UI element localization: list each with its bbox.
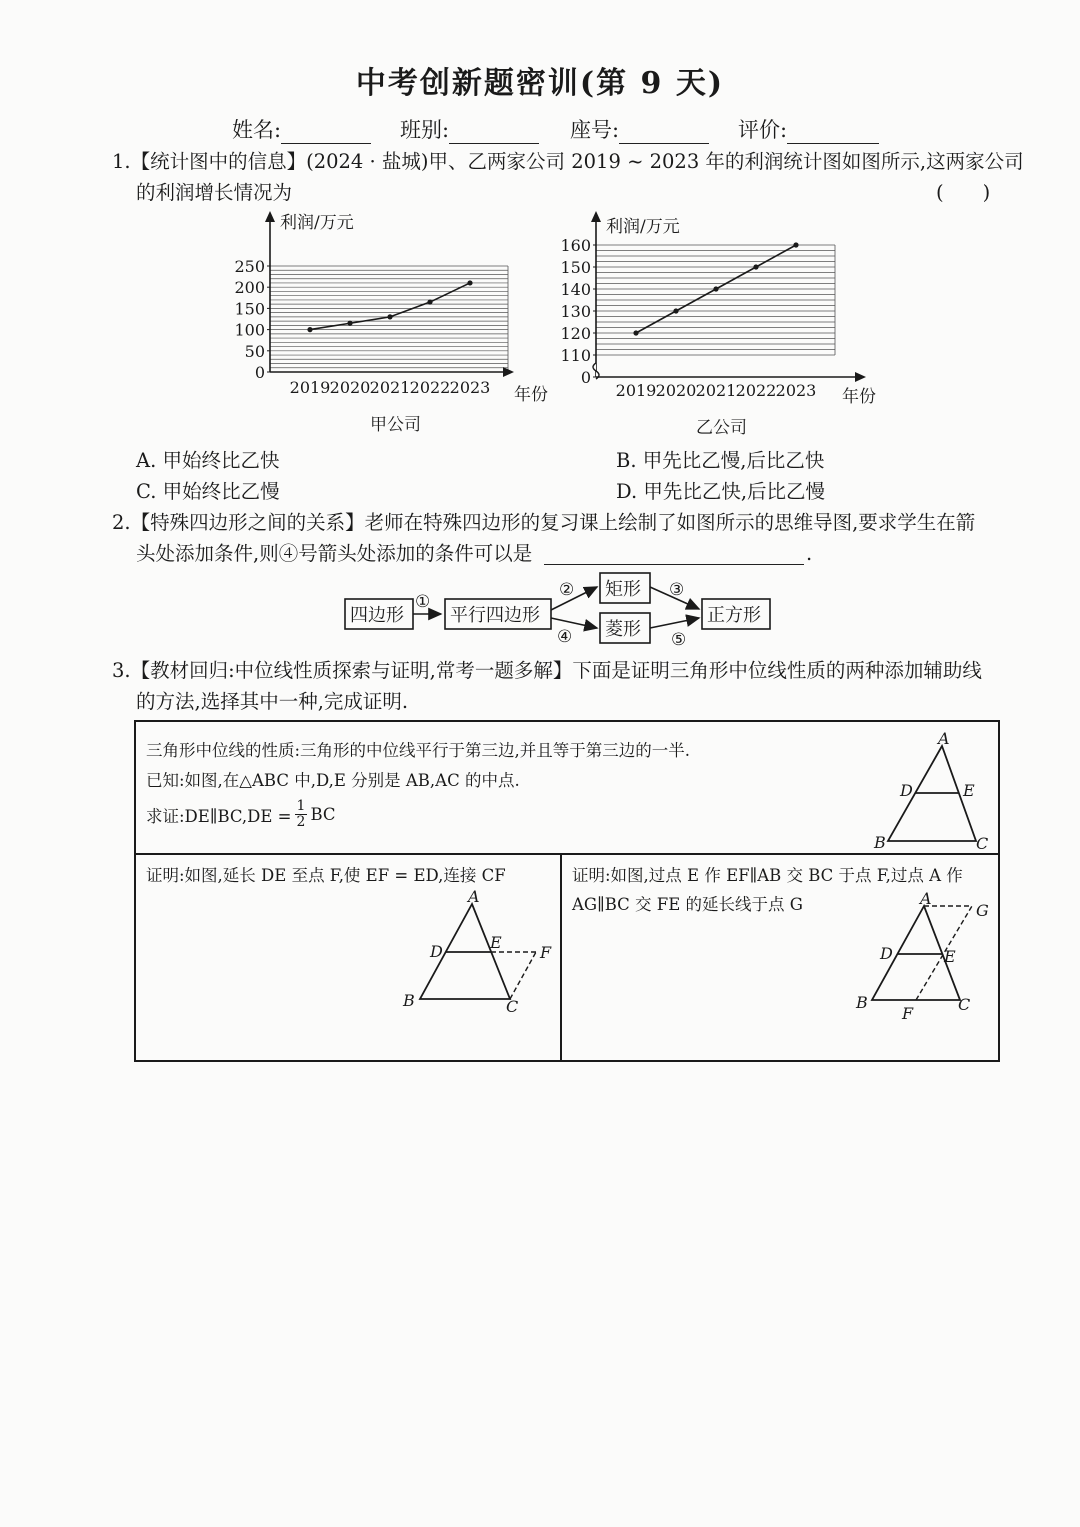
jia-ytick-label: 150 [234,299,265,319]
yi-data-point [633,330,638,335]
yi-xtick-label: 2021 [695,381,737,400]
m1-label-e: E [490,933,502,952]
jia-x-arrow [503,367,514,377]
name-label: 姓名: [232,118,282,142]
node-rect: 矩形 [605,579,641,600]
chart-jia [230,205,570,440]
jia-ytick-label: 250 [234,257,265,276]
yi-ytick-label: 140 [560,280,591,299]
eval-blank[interactable] [787,121,879,144]
m2-label-a: A [920,889,932,908]
yi-xtick-label: 2023 [775,381,817,400]
page-title: 中考创新题密训(第 9 天) [355,66,725,101]
m1-label-b: B [403,991,415,1010]
m2-label-g: G [976,901,989,920]
label-a: A [938,729,950,748]
seat-field[interactable] [570,114,709,144]
node-rhombus: 菱形 [605,619,641,640]
arrow-4-label: ④ [557,627,573,647]
fraction-den: 2 [296,814,306,830]
node-square: 正方形 [707,605,761,626]
jia-data-point [387,314,392,319]
yi-x-arrow [855,372,866,382]
q1-option-b[interactable]: B. 甲先比乙慢,后比乙快 [616,449,825,472]
m1-label-f: F [540,943,552,962]
prove-prefix: 求证:DE∥BC,DE = [146,806,292,826]
q1-option-c[interactable]: C. 甲始终比乙慢 [136,480,280,503]
q1-line2: 的利润增长情况为 [136,181,293,204]
class-label: 班别: [400,118,450,142]
yi-ytick-label: 110 [560,346,591,365]
chart-yi-grid [596,245,835,355]
yi-ytick-label: 0 [580,368,591,387]
class-blank[interactable] [449,121,539,144]
m1-label-c: C [506,997,519,1016]
jia-xlabel: 年份 [514,385,548,405]
arrow-5-label: ⑤ [671,630,687,650]
arrow-3-label: ③ [669,580,685,600]
jia-data-point [307,327,312,332]
label-e: E [963,781,975,800]
node-quad: 四边形 [350,605,404,626]
q1-answer-paren[interactable]: ( ) [936,181,991,204]
m1-segment-cf [510,952,536,999]
q1-option-d[interactable]: D. 甲先比乙快,后比乙慢 [616,480,826,503]
yi-xtick-label: 2019 [615,381,657,400]
jia-xtick-label: 2022 [409,378,451,397]
yi-data-point [753,264,758,269]
yi-ylabel: 利润/万元 [606,217,680,237]
yi-title: 乙公司 [696,418,747,438]
prove-text [146,799,336,830]
m2-label-c: C [958,995,971,1014]
chart-yi [560,205,900,440]
eval-field[interactable] [738,114,879,144]
yi-data-point [673,308,678,313]
mind-map [335,565,785,650]
yi-data-point [793,242,798,247]
yi-xlabel: 年份 [842,387,876,407]
triangle-main-figure [860,724,995,852]
triangle-method2-figure [850,888,995,1023]
jia-xtick-label: 2020 [329,378,371,397]
q1-option-a[interactable]: A. 甲始终比乙快 [136,449,280,472]
q2-end-period: . [806,542,813,565]
q3-line1: 3.【教材回归:中位线性质探索与证明,常考一题多解】下面是证明三角形中位线性质的两种添加辅助线 [112,659,982,682]
label-d: D [900,781,913,800]
m2-label-b: B [856,993,868,1012]
name-blank[interactable] [281,121,371,144]
jia-xtick-label: 2023 [449,378,491,397]
arrow-5 [650,618,699,628]
class-field[interactable] [400,114,539,144]
seat-blank[interactable] [619,121,709,144]
node-para: 平行四边形 [450,605,540,626]
triangle-method1-figure [398,888,558,1016]
q2-answer-blank[interactable] [544,540,804,565]
method2-line2: AG∥BC 交 FE 的延长线于点 G [572,895,803,914]
yi-ytick-label: 120 [560,324,591,343]
seat-label: 座号: [570,118,620,142]
method2-line1: 证明:如图,过点 E 作 EF∥AB 交 BC 于点 F,过点 A 作 [572,866,963,885]
yi-ytick-label: 160 [560,236,591,255]
jia-title: 甲公司 [370,415,421,435]
method1-text: 证明:如图,延长 DE 至点 F,使 EF = ED,连接 CF [146,866,506,885]
q3-line2: 的方法,选择其中一种,完成证明. [136,690,409,713]
jia-xtick-label: 2021 [369,378,411,397]
q2-line1: 2.【特殊四边形之间的关系】老师在特殊四边形的复习课上绘制了如图所示的思维导图,要求学生在箭 [112,511,976,534]
proof-table-vline [560,854,562,1060]
prove-suffix: BC [310,805,336,824]
m2-label-e: E [944,947,956,966]
given-text: 已知:如图,在△ABC 中,D,E 分别是 AB,AC 的中点. [146,771,520,790]
yi-ytick-label: 150 [560,258,591,277]
arrow-1-label: ① [415,592,431,612]
jia-xtick-label: 2019 [289,378,331,397]
q2-line2: 头处添加条件,则④号箭头处添加的条件可以是 [136,542,533,565]
jia-y-arrow [265,211,275,222]
jia-data-point [347,321,352,326]
jia-ytick-label: 200 [234,278,265,298]
jia-ytick-label: 100 [234,320,265,340]
label-b: B [874,833,886,852]
arrow-2-label: ② [559,580,575,600]
jia-ytick-label: 0 [254,363,265,382]
jia-series-line [310,283,470,330]
m1-label-d: D [430,942,443,961]
proof-table-hline [134,853,998,855]
name-field[interactable] [232,114,371,144]
jia-ytick-label: 50 [244,341,265,361]
yi-xtick-label: 2022 [735,381,777,400]
eval-label: 评价: [738,118,788,142]
m2-label-f: F [902,1004,914,1023]
yi-data-point [713,286,718,291]
jia-data-point [427,299,432,304]
fraction-half [295,799,308,830]
yi-y-arrow [591,211,601,222]
label-c: C [976,834,989,852]
jia-ylabel: 利润/万元 [280,213,354,233]
jia-data-point [467,280,472,285]
m1-label-a: A [468,888,480,906]
m2-label-d: D [880,944,893,963]
fraction-num: 1 [296,798,306,814]
yi-ytick-label: 130 [560,302,591,321]
q1-line1: 1.【统计图中的信息】(2024 · 盐城)甲、乙两家公司 2019 ~ 2023 年的利润统计图如图所示,这两家公司 [112,150,1024,173]
property-text: 三角形中位线的性质:三角形的中位线平行于第三边,并且等于第三边的一半. [146,741,691,760]
yi-xtick-label: 2020 [655,381,697,400]
